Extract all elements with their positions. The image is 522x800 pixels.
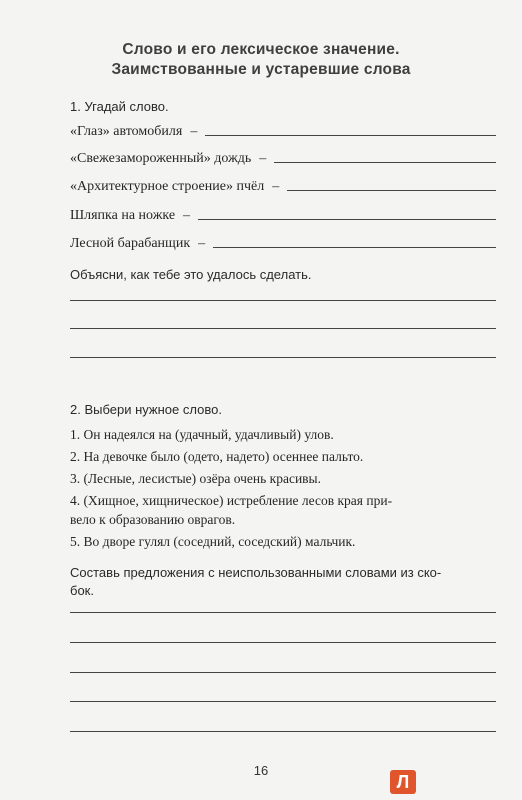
choice-item: 3. (Лесные, лесистые) озёра очень красивы. bbox=[70, 471, 321, 486]
riddle-dash: – bbox=[259, 151, 267, 166]
task-1-heading: 1. Угадай слово. bbox=[70, 99, 169, 114]
riddle-text: «Свежезамороженный» дождь bbox=[70, 151, 252, 166]
riddle-text: «Глаз» автомобиля bbox=[70, 124, 183, 139]
answer-line[interactable] bbox=[205, 135, 496, 136]
riddle-dash: – bbox=[272, 179, 280, 194]
writing-line[interactable] bbox=[70, 357, 496, 358]
task-1-instruction: Объясни, как тебе это удалось сделать. bbox=[70, 267, 312, 282]
page-number: 16 bbox=[253, 763, 269, 778]
page-title-line-2: Заимствованные и устаревшие слова bbox=[111, 61, 411, 78]
riddle-text: Лесной барабанщик bbox=[70, 236, 191, 251]
riddle-row bbox=[70, 147, 496, 167]
riddle-dash: – bbox=[198, 236, 206, 251]
choice-item: 1. Он надеялся на (удачный, удачливый) улов. bbox=[70, 427, 334, 442]
answer-line[interactable] bbox=[274, 162, 496, 163]
riddle-text: Шляпка на ножке bbox=[70, 208, 176, 223]
writing-line[interactable] bbox=[70, 300, 496, 301]
choice-item: 5. Во дворе гулял (соседний, соседский) мальчик. bbox=[70, 534, 356, 549]
riddle-row bbox=[70, 204, 496, 224]
writing-line[interactable] bbox=[70, 328, 496, 329]
choice-item: 4. (Хищное, хищническое) истребление лесов края при- bbox=[70, 493, 393, 508]
writing-line[interactable] bbox=[70, 612, 496, 613]
riddle-row bbox=[70, 232, 496, 252]
riddle-dash: – bbox=[183, 208, 191, 223]
writing-line[interactable] bbox=[70, 672, 496, 673]
riddle-text: «Архитектурное строение» пчёл bbox=[70, 179, 265, 194]
choice-item-continuation: велo к образованию оврагов. bbox=[70, 512, 236, 527]
riddle-dash: – bbox=[190, 124, 198, 139]
task-2-instruction-line-1: Составь предложения с неиспользованными словами из ско- bbox=[70, 565, 442, 580]
task-2-heading: 2. Выбери нужное слово. bbox=[70, 402, 222, 417]
answer-line[interactable] bbox=[287, 190, 496, 191]
riddle-row bbox=[70, 120, 496, 140]
choice-item: 2. На девочке было (одето, надето) осеннее пальто. bbox=[70, 449, 364, 464]
riddle-row bbox=[70, 175, 496, 195]
writing-line[interactable] bbox=[70, 731, 496, 732]
page-title-line-1: Слово и его лексическое значение. bbox=[122, 41, 400, 58]
answer-line[interactable] bbox=[198, 219, 496, 220]
answer-line[interactable] bbox=[213, 247, 496, 248]
publisher-logo: Л bbox=[390, 770, 416, 794]
writing-line[interactable] bbox=[70, 642, 496, 643]
writing-line[interactable] bbox=[70, 701, 496, 702]
task-2-instruction-line-2: бок. bbox=[70, 583, 94, 598]
